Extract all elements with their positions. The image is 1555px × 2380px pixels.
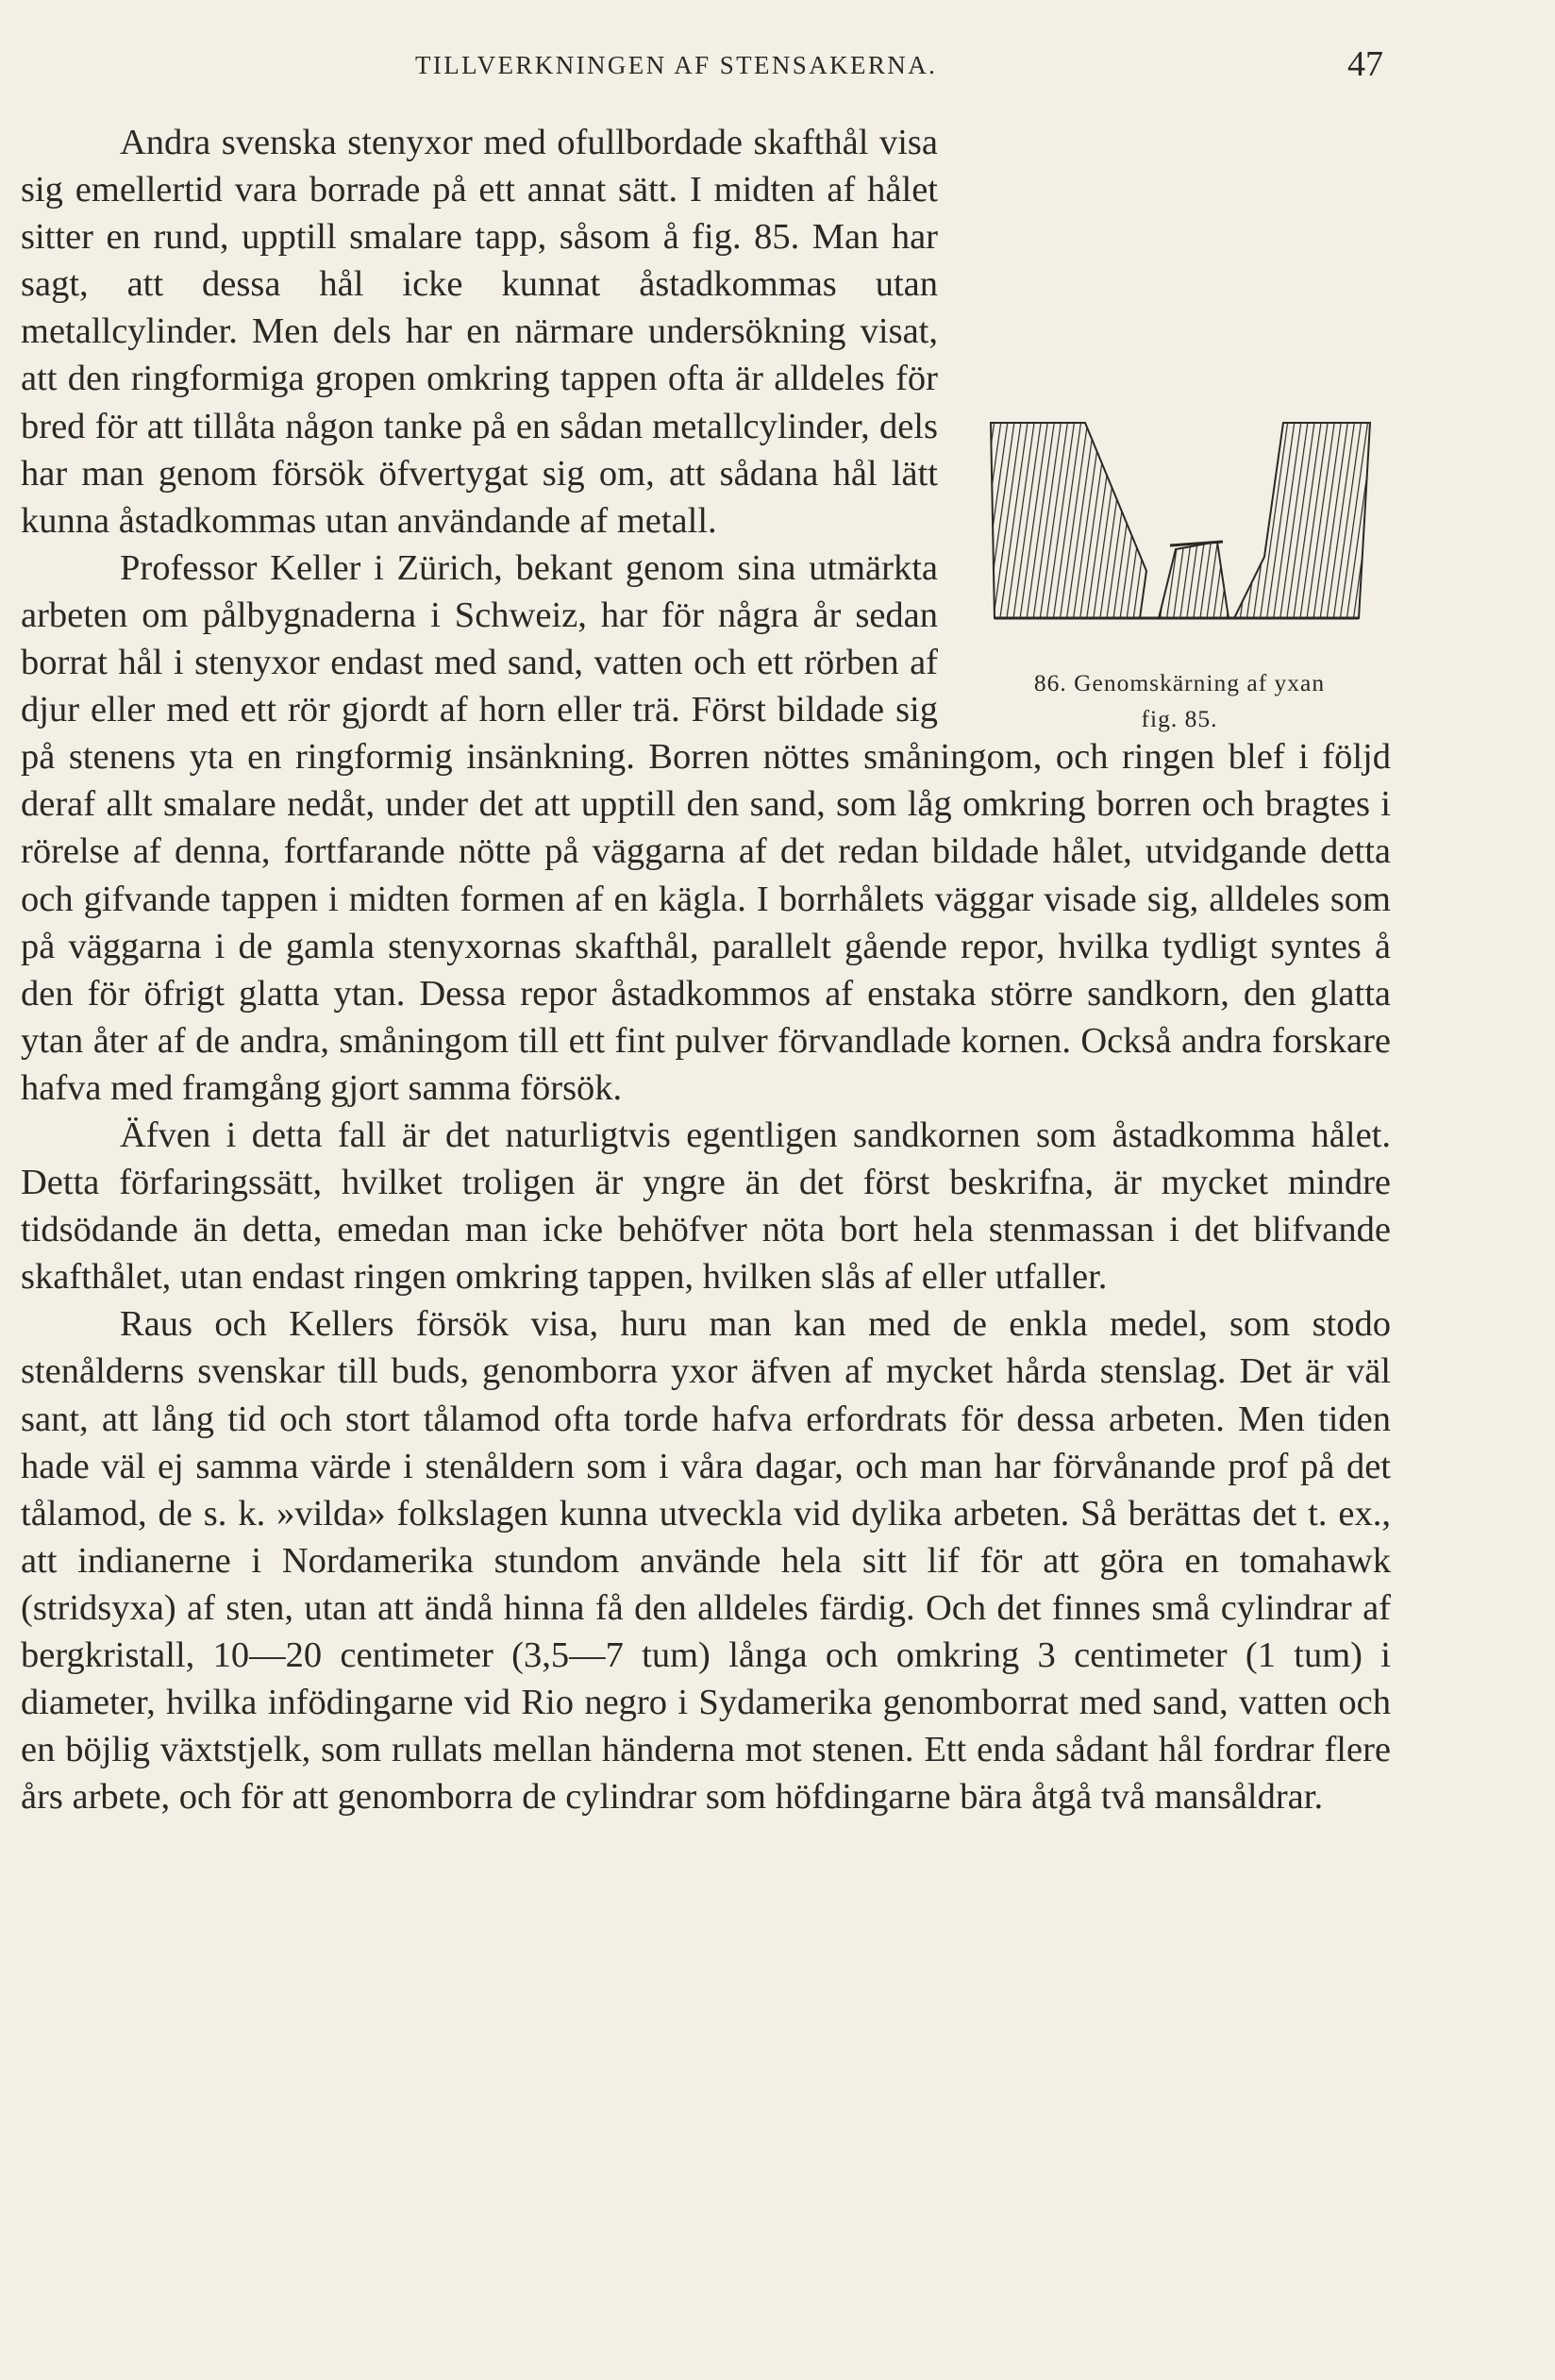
figure-space bbox=[961, 119, 1412, 695]
paragraph: Andra svenska stenyxor med ofullbordade skafthål visa sig emellertid vara borrade på ett annat sätt. I midten af hålet sitter en rund, upptill smalare tapp, såsom å fig. 85. Man har sagt, att dessa hål icke kunnat åstadkommas utan metallcylinder. Men dels har en närmare undersökning visat, att den ringformiga gropen omkring tappen ofta är alldeles för bred för att tillåta någon tanke på en sådan metallcylinder, dels har man genom försök öfvertygat sig om, att sådana hål lätt kunna åstadkommas utan användande af metall. bbox=[21, 123, 938, 541]
paragraph: Raus och Kellers försök visa, huru man kan med de enkla medel, som stodo stenålderns svenskar till buds, genomborra yxor äfven af mycket hårda stenslag. Det är väl sant, att lång tid och stort tålamod ofta torde hafva erfordrats för dessa arbeten. Men tiden hade väl ej samma värde i stenåldern som i våra dagar, och man har förvånande prof på det tålamod, de s. k. »vilda» folkslagen kunna utveckla vid dylika arbeten. Så berättas det t. ex., att indianerne i Nordamerika stundom använde hela sitt lif för att göra en tomahawk (stridsyxa) af sten, utan att ändå hinna få den alldeles färdig. Och det finnes små cylindrar af bergkristall, 10—20 centimeter (3,5—7 tum) långa och omkring 3 centimeter (1 tum) i diameter, hvilka infödingarne vid Rio negro i Sydamerika genomborrat med sand, vatten och en böjlig växtstjelk, som rullats mellan händerna mot stenen. Ett enda sådant hål fordrar flere års arbete, och för att genomborra de cylindrar som höfdingarne bära åtgå två mansåldrar. bbox=[21, 1304, 1391, 1818]
paragraph: Äfven i detta fall är det naturligtvis egentligen sandkornen som åstadkomma hålet. Detta förfaringssätt, hvilket troligen är yngre än det först beskrifna, är mycket mindre tidsödande än detta, emedan man icke behöfver nöta bort hela stenmassan i det blifvande skafthålet, utan endast ringen omkring tappen, hvilken slås af eller utfaller. bbox=[21, 1115, 1391, 1298]
figure-caption-line2: fig. 85. bbox=[1141, 705, 1218, 732]
figure-caption-line1: 86. Genomskärning af yxan bbox=[1033, 669, 1326, 696]
page-header bbox=[0, 43, 1555, 91]
paragraph: Professor Keller i Zürich, bekant genom sina utmärkta arbeten om pålbygnaderna i Schweiz, har för några år sedan borrat hål i stenyxor endast med sand, vatten och ett rörben af djur eller med ett rör gjordt af horn eller trä. Först bildade sig på stenens yta en ringformig insänkning. Borren nöttes småningom, och ringen blef i följd deraf allt smalare nedåt, under det att upptill den sand, som låg omkring borren och bragtes i rörelse af denna, fortfarande nötte på väggarna af det redan bildade hålet, utvidgande detta och gifvande tappen i midten formen af en kägla. I borrhålets väggar visade sig, alldeles som på väggarna i de gamla stenyxornas skafthål, parallelt gående repor, hvilka tydligt syntes å den för öfrigt glatta ytan. Dessa repor åstadkommos af enstaka större sandkorn, den glatta ytan åter af de andra, småningom till ett fint pulver förvandlade kornen. Också andra forskare hafva med framgång gjort samma försök. bbox=[21, 547, 1391, 1108]
running-title: TILLVERKNINGEN AF STENSAKERNA. bbox=[415, 51, 938, 79]
page-number: 47 bbox=[1347, 44, 1383, 84]
body-text bbox=[21, 119, 1391, 1820]
